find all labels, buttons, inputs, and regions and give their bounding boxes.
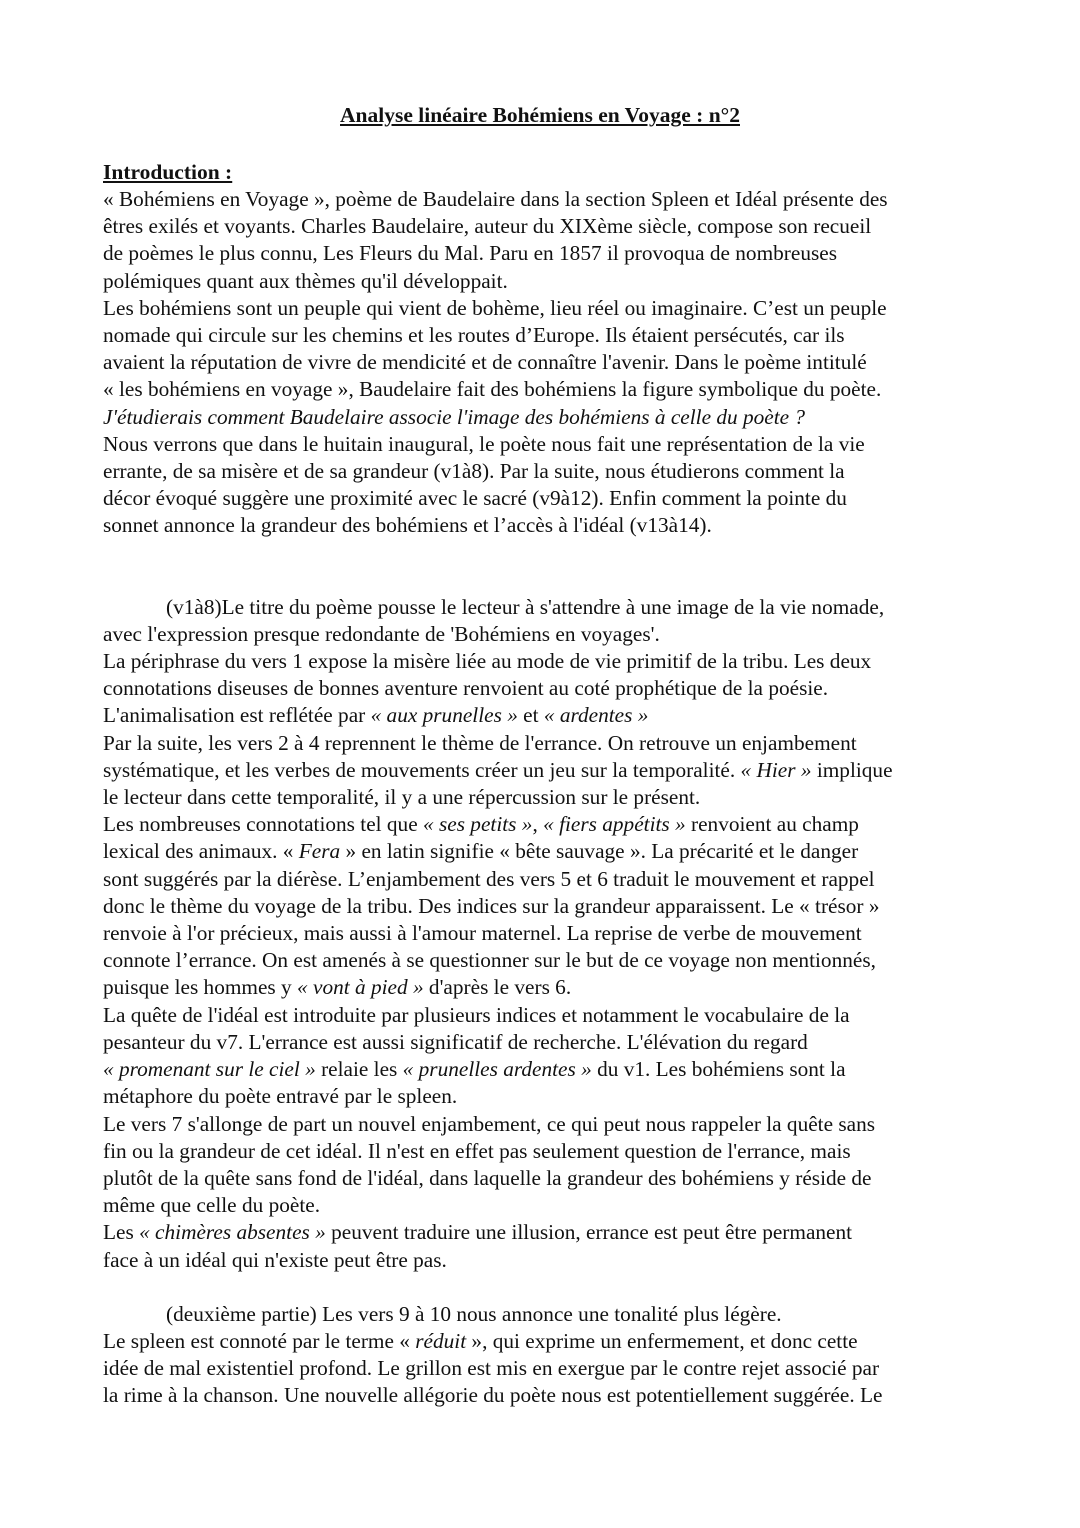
introduction-heading: Introduction :	[103, 160, 233, 184]
text-line: la rime à la chanson. Une nouvelle allégorie du poète nous est potentiellement suggérée. Le	[103, 1383, 883, 1408]
text-segment: Le spleen est connoté par le terme «	[103, 1328, 416, 1353]
text-line: donc le thème du voyage de la tribu. Des indices sur la grandeur apparaissent. Le « trésor »	[103, 893, 880, 918]
text-line: « les bohémiens en voyage », Baudelaire fait des bohémiens la figure symbolique du poète.	[103, 377, 882, 402]
text-segment: puisque les hommes y	[103, 975, 298, 1000]
part-one-text	[103, 594, 1003, 1274]
text-line: de poèmes le plus connu, Les Fleurs du Mal. Paru en 1857 il provoqua de nombreuses	[103, 241, 838, 266]
quote: « aux prunelles »	[370, 703, 518, 728]
text-segment: relaie les	[315, 1057, 403, 1082]
text-segment: ,	[532, 812, 544, 837]
text-line	[103, 1056, 1003, 1083]
text-line: êtres exilés et voyants. Charles Baudelaire, auteur du XIXème siècle, compose son recueil	[103, 214, 872, 239]
text-line: avec l'expression presque redondante de 'Bohémiens en voyages'.	[103, 621, 660, 646]
text-line	[103, 1328, 1003, 1355]
quote: « Hier »	[740, 757, 812, 782]
text-line: « Bohémiens en Voyage », poème de Baudelaire dans la section Spleen et Idéal présente des	[103, 187, 888, 211]
text-line: même que celle du poète.	[103, 1193, 321, 1218]
text-line: pesanteur du v7. L'errance est aussi significatif de recherche. L'élévation du regard	[103, 1029, 808, 1054]
text-line: avaient la réputation de vivre de mendicité et de connaître l'avenir. Dans le poème intitulé	[103, 350, 867, 375]
text-line: Par la suite, les vers 2 à 4 reprennent le thème de l'errance. On retrouve un enjambement	[103, 730, 857, 755]
text-line: face à un idéal qui n'existe peut être pas.	[103, 1247, 447, 1272]
text-segment: », qui exprime un enfermement, et donc cette	[466, 1328, 858, 1353]
quote: « vont à pied »	[297, 975, 424, 1000]
spacer	[103, 540, 1003, 594]
text-line: idée de mal existentiel profond. Le grillon est mis en exergue par le contre rejet associé par	[103, 1356, 880, 1381]
text-segment: Les	[103, 1220, 140, 1245]
spacer	[103, 1274, 1003, 1301]
text-line: polémiques quant aux thèmes qu'il développait.	[103, 268, 508, 293]
text-line: renvoie à l'or précieux, mais aussi à l'amour maternel. La reprise de verbe de mouvement	[103, 921, 862, 946]
quote: « prunelles ardentes »	[402, 1057, 592, 1082]
introduction-text	[103, 186, 1003, 540]
text-line: le lecteur dans cette temporalité, il y a une répercussion sur le présent.	[103, 785, 701, 810]
text-line: sont suggérés par la diérèse. L’enjambement des vers 5 et 6 traduit le mouvement et rappel	[103, 866, 875, 891]
text-segment: et	[517, 703, 544, 728]
text-line: (deuxième partie) Les vers 9 à 10 nous annonce une tonalité plus légère.	[166, 1301, 782, 1326]
text-segment: du v1. Les bohémiens sont la	[591, 1057, 846, 1082]
document-title: Analyse linéaire Bohémiens en Voyage : n°2	[340, 103, 740, 127]
quote: Fera	[298, 839, 341, 864]
problematique-text: J'étudierais comment Baudelaire associe l'image des bohémiens à celle du poète ?	[103, 404, 806, 429]
text-line: fin ou la grandeur de cet idéal. Il n'est en effet pas seulement question de l'errance, mais	[103, 1138, 851, 1163]
text-line	[103, 1219, 1003, 1246]
text-segment: d'après le vers 6.	[423, 975, 572, 1000]
quote: « promenant sur le ciel »	[103, 1057, 316, 1082]
text-line	[103, 702, 1003, 729]
text-line	[103, 811, 1003, 838]
text-line	[103, 757, 1003, 784]
text-line	[103, 838, 1003, 865]
text-line: plutôt de la quête sans fond de l'idéal, dans laquelle la grandeur des bohémiens y réside de	[103, 1165, 872, 1190]
quote: « ses petits »	[422, 812, 533, 837]
text-line: connotations diseuses de bonnes aventure renvoient au coté prophétique de la poésie.	[103, 676, 829, 701]
text-line: sonnet annonce la grandeur des bohémiens et l’accès à l'idéal (v13à14).	[103, 513, 712, 538]
part-two-text	[103, 1301, 1003, 1410]
text-segment: renvoient au champ	[685, 812, 859, 837]
text-line: connote l’errance. On est amenés à se questionner sur le but de ce voyage non mentionnés,	[103, 948, 876, 973]
text-segment: peuvent traduire une illusion, errance est peut être permanent	[325, 1220, 853, 1245]
quote: « chimères absentes »	[139, 1220, 326, 1245]
quote: réduit	[415, 1328, 467, 1353]
quote: « ardentes »	[543, 703, 649, 728]
text-line: nomade qui circule sur les chemins et les routes d’Europe. Ils étaient persécutés, car ils	[103, 323, 845, 348]
text-line: (v1à8)Le titre du poème pousse le lecteur à s'attendre à une image de la vie nomade,	[166, 594, 885, 619]
problematique	[103, 404, 1003, 431]
text-segment: implique	[811, 757, 893, 782]
text-line	[103, 974, 1003, 1001]
text-line: errante, de sa misère et de sa grandeur (v1à8). Par la suite, nous étudierons comment la	[103, 459, 845, 484]
quote: « fiers appétits »	[543, 812, 686, 837]
text-line: Nous verrons que dans le huitain inaugural, le poète nous fait une représentation de la vie	[103, 431, 865, 456]
text-segment: systématique, et les verbes de mouvements créer un jeu sur la temporalité.	[103, 757, 741, 782]
document-page	[103, 102, 1003, 1410]
text-segment: lexical des animaux. «	[103, 839, 299, 864]
text-segment: » en latin signifie « bête sauvage ». La précarité et le danger	[340, 839, 859, 864]
text-line: Le vers 7 s'allonge de part un nouvel enjambement, ce qui peut nous rappeler la quête sans	[103, 1111, 876, 1136]
text-line: métaphore du poète entravé par le spleen.	[103, 1084, 458, 1109]
text-line: La quête de l'idéal est introduite par plusieurs indices et notamment le vocabulaire de la	[103, 1002, 850, 1027]
text-segment: Les nombreuses connotations tel que	[103, 812, 423, 837]
text-line: Les bohémiens sont un peuple qui vient de bohème, lieu réel ou imaginaire. C’est un peuple	[103, 295, 887, 320]
text-segment: L'animalisation est reflétée par	[103, 703, 371, 728]
text-line: La périphrase du vers 1 expose la misère liée au mode de vie primitif de la tribu. Les deux	[103, 649, 872, 674]
text-line: décor évoqué suggère une proximité avec le sacré (v9à12). Enfin comment la pointe du	[103, 486, 847, 511]
